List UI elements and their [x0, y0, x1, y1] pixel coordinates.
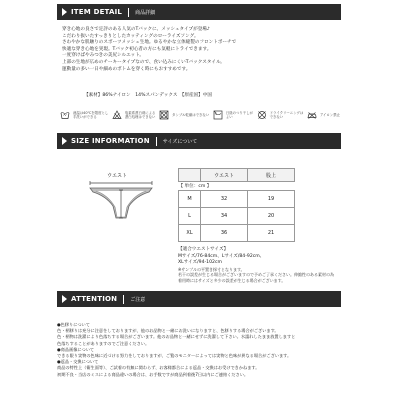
item-detail-title-jp: 商品詳細: [135, 9, 156, 16]
waist-measure-label: ウエスト: [107, 173, 128, 179]
hand-wash-icon: [60, 110, 70, 120]
waist-col-header: ウエスト: [201, 169, 248, 182]
waist-cell: 36: [201, 225, 248, 242]
size-info-header: [57, 133, 341, 149]
triangle-bullet-icon: [62, 137, 67, 145]
size-cell: M: [179, 191, 201, 208]
sample-note: 着用時にはサイズと多少の誤差が生じる場合がございます。: [178, 277, 286, 283]
fit-title: 【適合ウエストサイズ】: [178, 247, 229, 252]
attention-line: ●返品・交換について: [57, 359, 99, 365]
description-line: 上部の生地が広めのチーキータイプなので、食い込みにくいTバックスタイル。: [62, 59, 225, 65]
description-line: 一度穿けばやみつきの美尻シルエット。: [62, 53, 144, 59]
attention-line: 初期不良・当店のミスによる商品違いの場合は、お手数ですが商品到着後7日以内にご連絡ください。: [57, 371, 249, 377]
fit-size-notes: [178, 247, 334, 284]
size-info-title-jp: サイズについて: [162, 138, 198, 145]
description-line: 穿き心地の良さで定評のある人気のTバックに、メッシュタイプが登場♪: [62, 27, 210, 32]
size-info-title-en: SIZE INFORMATION: [71, 137, 150, 145]
description-line: さわやかな肌触りのスポーツメッシュ生地。ゆるやかな立体縫製のフロントポーチで: [62, 40, 237, 46]
rise-cell: 19: [248, 191, 295, 208]
attention-line: ●商品画像について: [57, 346, 95, 352]
rise-cell: 20: [248, 208, 295, 225]
attention-line: 商品の特性上（衛生面等）、ご試着の有無に関わらず、お客様都合による返品・交換はお受けできかねます。: [57, 365, 260, 371]
care-label-no-bleach: [112, 110, 156, 120]
description-line: 運動量の多い一日や細めのボトムを穿く時にもおすすめです。: [62, 66, 191, 72]
no-iron-icon: [307, 110, 317, 120]
care-text: 液温は40℃を限度とし 手洗いができる: [73, 110, 109, 119]
attention-header: [57, 291, 341, 307]
rise-cell: 21: [248, 225, 295, 242]
attention-line: できる限り実物の色味に近づける努力をしておりますが、ご覧のモニターによっては実物と色味が異なる場合がございます。: [57, 353, 292, 359]
size-table-header: [179, 169, 295, 182]
care-label-no-tumble-dry: [159, 110, 209, 120]
table-row: [179, 225, 295, 242]
table-row: [179, 208, 295, 225]
triangle-bullet-icon: [62, 8, 67, 16]
table-row: [179, 191, 295, 208]
care-label-no-iron: [307, 110, 340, 120]
care-label-line-dry-shade: [213, 110, 253, 120]
header-divider: [156, 137, 157, 146]
header-divider: [123, 295, 124, 304]
no-tumble-dry-icon: [159, 110, 169, 120]
item-detail-header: [57, 4, 341, 20]
care-label-no-dry-clean: [257, 110, 304, 120]
item-description: [62, 27, 236, 73]
size-table: [178, 168, 295, 242]
sample-note: 若干の誤差が生じる場合がございますので予めご了承ください。伸縮性のある素材の為: [178, 272, 334, 278]
care-text: 塩素系漂白剤による 漂白処理はできない: [124, 110, 156, 119]
description-line: 快適な穿き心地を実現。Tバック初心者の方にも気軽にトライできます。: [62, 46, 212, 52]
fit-line: Mサイズ/76-84cm、Lサイズ/84-92cm、: [178, 253, 265, 259]
fit-line: XLサイズ/94-102cm: [178, 260, 222, 266]
care-text: ドライクリーニングは できない: [269, 110, 304, 119]
attention-line: 色・柄移りは充分に注意をしておりますが、他のお品物と一緒にお洗いになりますと、色移りする場合がございます。: [57, 328, 279, 334]
attention-line: ●色移りについて: [57, 322, 90, 327]
care-label-hand-wash: [60, 110, 108, 120]
description-line: こだわり抜いたすっきりとしたカッティングのローライズソング。: [62, 33, 199, 39]
size-cell: XL: [179, 225, 201, 242]
no-dry-clean-icon: [257, 110, 267, 120]
attention-title-en: ATTENTION: [71, 295, 118, 303]
attention-text: [57, 322, 295, 378]
waist-cell: 34: [201, 208, 248, 225]
item-detail-title-en: ITEM DETAIL: [71, 8, 123, 16]
care-text: アイロン禁止: [319, 112, 340, 117]
care-text: 日陰のつり干しが よい: [225, 110, 253, 119]
attention-line: 色落ちすることがありますのでご注意ください。: [57, 340, 150, 346]
no-bleach-icon: [112, 110, 122, 120]
care-labels: [60, 110, 340, 120]
attention-line: 色・柄物は洗濯により色落ちする場合がございます。他のお品物と一緒にせずに洗濯して下さい。水濡れしたまま放置しますと: [57, 334, 296, 340]
size-table-unit: 【 単位：cm 】: [178, 184, 212, 189]
sample-note: ※サンプルの平置き採寸となります。: [178, 266, 245, 272]
rise-col-header: 股上: [248, 169, 295, 182]
attention-title-jp: ご注意: [130, 296, 146, 303]
care-text: タンブル乾燥はできない: [172, 112, 210, 117]
header-divider: [128, 8, 129, 17]
line-dry-shade-icon: [213, 110, 223, 120]
size-col-header: [179, 169, 201, 182]
triangle-bullet-icon: [62, 295, 67, 303]
size-cell: L: [179, 208, 201, 225]
waist-cell: 32: [201, 191, 248, 208]
material-origin: 【素材】86%ナイロン 14%スパンデックス 【原産国】中国: [84, 93, 212, 98]
